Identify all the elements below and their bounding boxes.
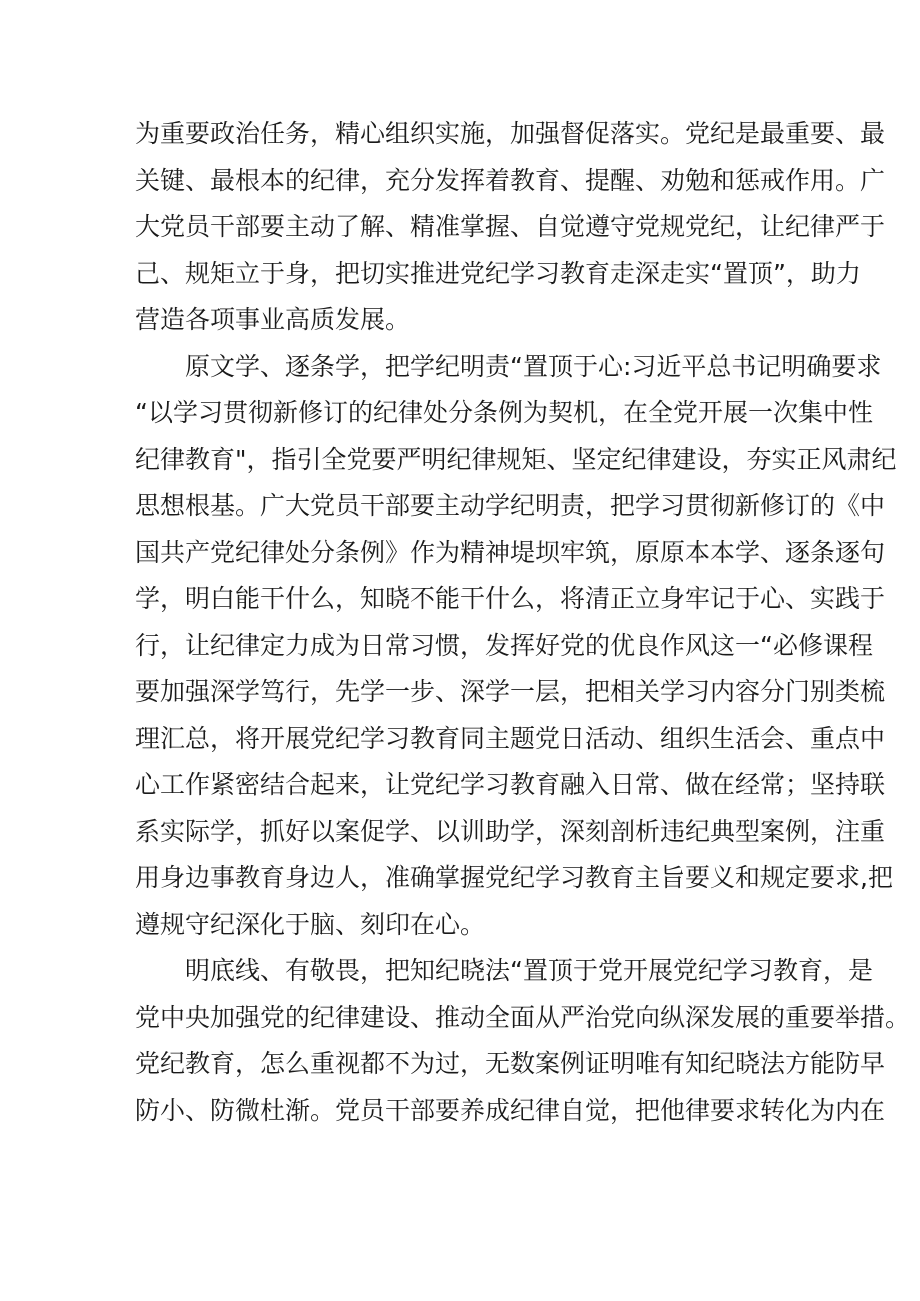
text-line: 用身边事教育身边人，准确掌握党纪学习教育主旨要义和规定要求,把 xyxy=(135,863,893,892)
paragraph-3 xyxy=(135,948,911,1134)
text-line: 系实际学，抓好以案促学、以训助学，深刻剖析违纪典型案例，注重 xyxy=(135,816,886,846)
text-line: “以学习贯彻新修订的纪律处分条例为契机，在全党开展一次集中性 xyxy=(135,398,873,427)
text-line: 己、规矩立于身，把切实推进党纪学习教育走深走实“置顶”，助力 xyxy=(135,258,861,288)
text-line: 大党员干部要主动了解、精准掌握、自觉遵守党规党纪，让纪律严于 xyxy=(135,212,886,241)
text-line: 心工作紧密结合起来，让党纪学习教育融入日常、做在经常；坚持联 xyxy=(135,770,886,799)
paragraph-1 xyxy=(135,111,886,344)
text-line: 要加强深学笃行，先学一步、深学一层，把相关学习内容分门别类梳 xyxy=(135,677,886,706)
text-line: 思想根基。广大党员干部要主动学纪明责，把学习贯彻新修订的《中 xyxy=(135,491,886,520)
text-line: 关键、最根本的纪律，充分发挥着教育、提醒、劝勉和惩戒作用。广 xyxy=(135,165,886,195)
text-line: 党中央加强党的纪律建设、推动全面从严治党向纵深发展的重要举措。 xyxy=(135,1002,911,1032)
text-line: 纪律教育"，指引全党要严明纪律规矩、坚定纪律建设，夯实正风肃纪 xyxy=(135,444,897,474)
document-page xyxy=(135,111,911,1134)
text-line-first: 原文学、逐条学，把学纪明责“置顶于心:习近平总书记明确要求 xyxy=(185,351,882,381)
text-line: 党纪教育，怎么重视都不为过，无数案例证明唯有知纪晓法方能防早 xyxy=(135,1049,886,1078)
text-line: 营造各项事业高质发展。 xyxy=(135,305,411,334)
text-line: 防小、防微杜渐。党员干部要养成纪律自觉，把他律要求转化为内在 xyxy=(135,1095,886,1125)
text-line: 为重要政治任务，精心组织实施，加强督促落实。党纪是最重要、最 xyxy=(135,119,886,148)
text-line: 行，让纪律定力成为日常习惯，发挥好党的优良作风这一“必修课程 xyxy=(135,630,873,660)
text-line: 国共产党纪律处分条例》作为精神堤坝牢筑，原原本本学、逐条逐句 xyxy=(135,537,886,567)
text-line: 理汇总，将开展党纪学习教育同主题党日活动、组织生活会、重点中 xyxy=(135,723,886,753)
paragraph-2 xyxy=(135,344,897,949)
text-line: 学，明白能干什么，知晓不能干什么，将清正立身牢记于心、实践于 xyxy=(135,584,886,613)
text-line-first: 明底线、有敬畏，把知纪晓法“置顶于党开展党纪学习教育，是 xyxy=(185,956,873,985)
text-line: 遵规守纪深化于脑、刻印在心。 xyxy=(135,909,486,939)
